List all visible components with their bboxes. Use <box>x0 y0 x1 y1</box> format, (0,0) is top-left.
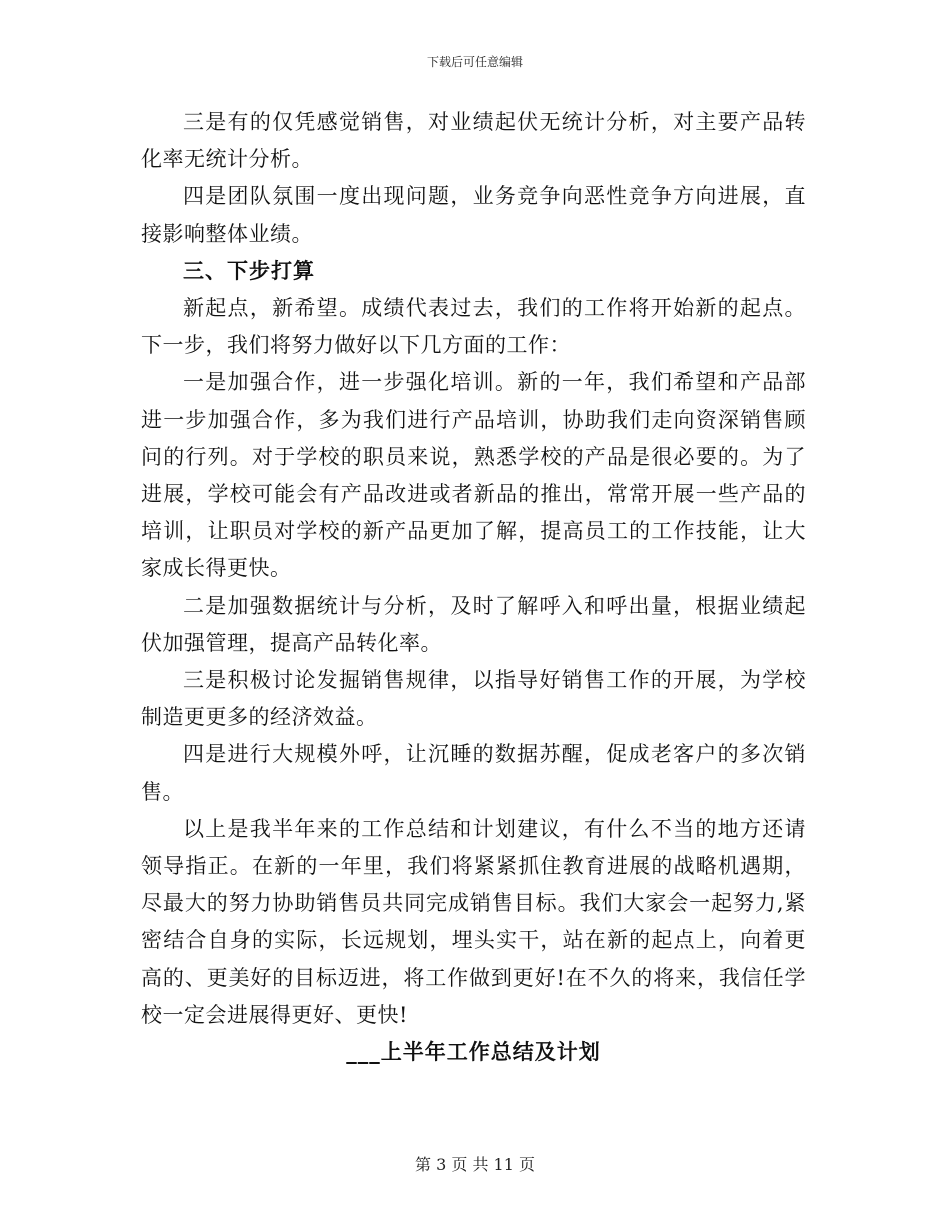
paragraph: 四是团队氛围一度出现问题，业务竞争向恶性竞争方向进展，直接影响整体业绩。 <box>141 184 806 246</box>
paragraph: 二是加强数据统计与分析，及时了解呼入和呼出量，根据业绩起伏加强管理，提高产品转化率。 <box>141 593 806 655</box>
next-document-title: ___上半年工作总结及计划 <box>346 1040 601 1065</box>
paragraph: 以上是我半年来的工作总结和计划建议，有什么不当的地方还请领导指正。在新的一年里，我们将紧紧抓住教育进展的战略机遇期，尽最大的努力协助销售员共同完成销售目标。我们大家会一起努力,紧密结合自身的实际，长远规划，埋头实干，站在新的起点上，向着更高的、更美好的目标迈进，将工作做到更好!在不久的将来，我信任学校一定会进展得更好、更快! <box>141 816 806 1027</box>
paragraph: 三是有的仅凭感觉销售，对业绩起伏无统计分析，对主要产品转化率无统计分析。 <box>141 110 806 172</box>
paragraph: 四是进行大规模外呼，让沉睡的数据苏醒，促成老客户的多次销售。 <box>141 742 806 804</box>
paragraph: 新起点，新希望。成绩代表过去，我们的工作将开始新的起点。下一步，我们将努力做好以下几方面的工作： <box>141 296 806 358</box>
paragraph: 一是加强合作，进一步强化培训。新的一年，我们希望和产品部进一步加强合作，多为我们进行产品培训，协助我们走向资深销售顾问的行列。对于学校的职员来说，熟悉学校的产品是很必要的。为了进展，学校可能会有产品改进或者新品的推出，常常开展一些产品的培训，让职员对学校的新产品更加了解，提高员工的工作技能，让大家成长得更快。 <box>141 370 806 581</box>
section-heading: 三、下步打算 <box>183 258 315 283</box>
document-body <box>141 104 806 1071</box>
paragraph: 三是积极讨论发掘销售规律，以指导好销售工作的开展，为学校制造更更多的经济效益。 <box>141 668 806 730</box>
page-footer: 第 3 页 共 11 页 <box>415 1155 535 1174</box>
page-header: 下载后可任意编辑 <box>426 55 523 69</box>
